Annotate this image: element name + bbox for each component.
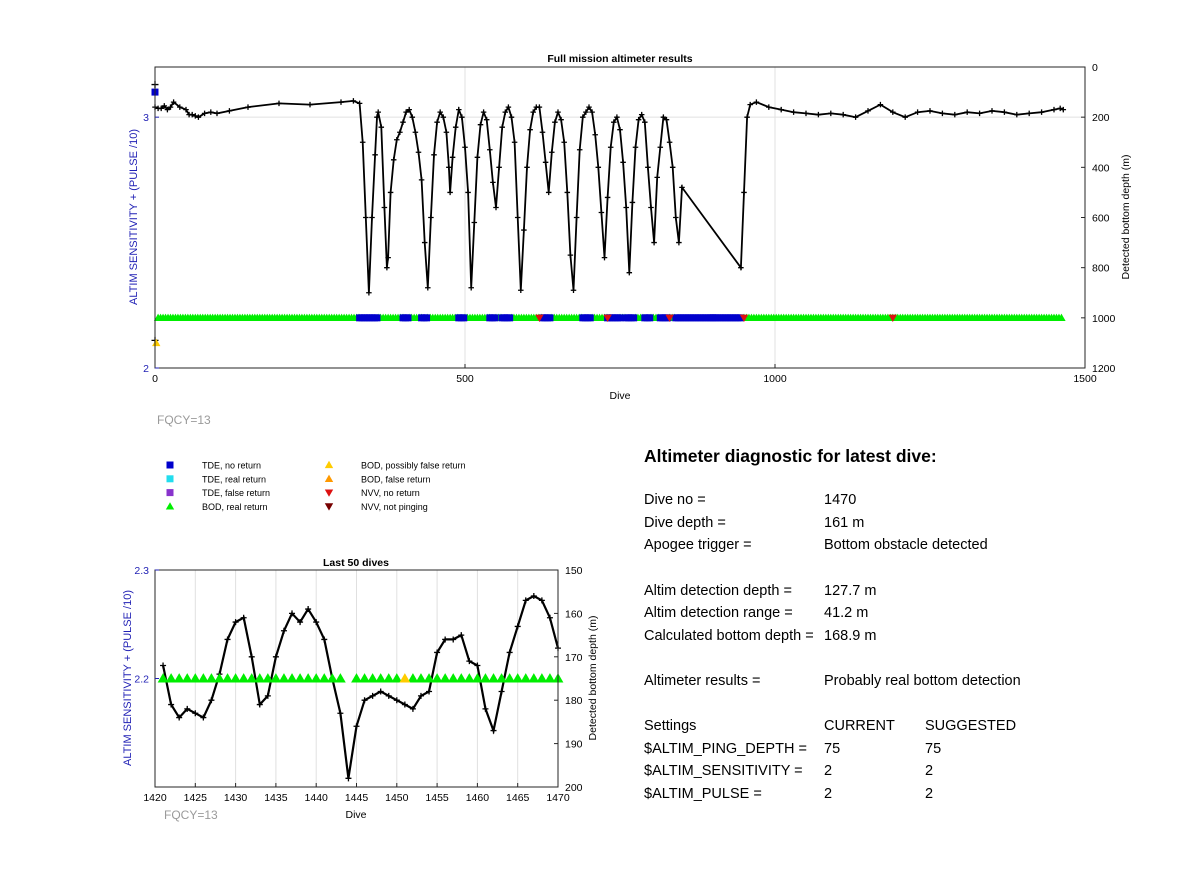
depth-point <box>193 113 199 119</box>
depth-point <box>658 145 664 151</box>
depth-point <box>599 210 605 216</box>
depth-point <box>828 111 834 117</box>
depth-point <box>462 145 468 151</box>
depth-point <box>543 160 549 166</box>
setting-suggested: 2 <box>925 763 934 780</box>
depth-point <box>273 654 279 660</box>
depth-point <box>1051 107 1057 113</box>
top-chart-plot-area <box>152 81 1067 346</box>
depth-point <box>667 140 673 146</box>
bottom-chart-xlabel: Dive <box>345 809 367 821</box>
depth-point <box>633 145 639 151</box>
depth-point <box>642 119 648 125</box>
top-chart-ticks <box>143 62 1115 385</box>
setting-row <box>644 783 1164 806</box>
depth-point <box>565 190 571 196</box>
det-depth-label: Altim detection depth = <box>644 582 792 599</box>
depth-point <box>515 623 521 629</box>
depth-point <box>561 140 567 146</box>
altim-marker <box>491 314 498 321</box>
altim-marker <box>460 314 467 321</box>
depth-point <box>977 111 983 117</box>
depth-point <box>499 689 505 695</box>
depth-point <box>354 723 360 729</box>
y-right-tick-label: 400 <box>1092 162 1110 175</box>
depth-point <box>744 114 750 120</box>
y-right-tick-label: 800 <box>1092 262 1110 275</box>
depth-point <box>1061 107 1067 113</box>
depth-point <box>915 109 921 115</box>
depth-point <box>391 157 397 163</box>
depth-point <box>459 114 465 120</box>
depth-point <box>568 252 574 258</box>
altim-marker <box>546 314 553 321</box>
legend-label: NVV, no return <box>361 488 420 499</box>
depth-point <box>515 215 521 221</box>
legend-marker <box>167 489 174 496</box>
depth-point <box>388 190 394 196</box>
depth-point <box>431 152 437 158</box>
det-range-label: Altim detection range = <box>644 605 793 622</box>
altim-marker <box>646 314 653 321</box>
depth-point <box>416 150 422 156</box>
y-left-tick-label: 2.2 <box>134 673 149 686</box>
depth-point <box>450 155 456 161</box>
depth-point <box>369 215 375 221</box>
depth-point <box>754 99 760 105</box>
depth-point <box>673 215 679 221</box>
x-tick-label: 1000 <box>763 373 787 385</box>
depth-point <box>410 114 416 120</box>
bottom-chart-title: Last 50 dives <box>323 557 389 569</box>
det-range-value: 41.2 m <box>824 605 869 622</box>
depth-point <box>491 728 497 734</box>
depth-point <box>766 104 772 110</box>
y-right-tick-label: 600 <box>1092 212 1110 225</box>
depth-point <box>478 122 484 128</box>
x-tick-label: 1435 <box>264 792 288 804</box>
top-chart-title: Full mission altimeter results <box>547 53 693 65</box>
depth-point <box>620 160 626 166</box>
depth-point <box>651 240 657 246</box>
x-tick-label: 1440 <box>304 792 328 804</box>
depth-point <box>249 654 255 660</box>
depth-point <box>741 190 747 196</box>
depth-point <box>496 165 502 171</box>
depth-point <box>499 124 505 130</box>
depth-point <box>375 109 381 115</box>
results-label: Altimeter results = <box>644 673 761 690</box>
depth-point <box>555 109 561 115</box>
suggested-header: SUGGESTED <box>925 718 1017 735</box>
dive-depth-value: 161 m <box>824 514 865 531</box>
depth-point <box>540 129 546 135</box>
depth-point <box>363 215 369 221</box>
depth-point <box>1026 111 1032 117</box>
legend-label: TDE, no return <box>202 460 262 471</box>
depth-point <box>549 150 555 156</box>
depth-point <box>509 114 515 120</box>
bottom-chart-ticks <box>134 565 582 804</box>
setting-row <box>644 760 1164 783</box>
depth-point <box>778 107 784 113</box>
depth-point <box>546 190 552 196</box>
depth-point <box>537 104 543 110</box>
dive-depth-row <box>644 512 1164 535</box>
depth-point <box>902 114 908 120</box>
x-tick-label: 1425 <box>183 792 207 804</box>
legend-label: BOD, real return <box>202 501 268 512</box>
legend-marker <box>325 503 333 510</box>
depth-point <box>351 98 357 104</box>
depth-point <box>434 119 440 125</box>
depth-point <box>574 215 580 221</box>
depth-point <box>422 240 428 246</box>
depth-point <box>214 111 220 117</box>
y-left-tick-label: 2.3 <box>134 565 149 577</box>
depth-point <box>816 112 822 118</box>
depth-point <box>484 117 490 123</box>
setting-row <box>644 738 1164 761</box>
depth-point <box>605 195 611 201</box>
det-depth-row <box>644 579 1164 602</box>
diagnostic-title: Altimeter diagnostic for latest dive: <box>644 446 937 466</box>
altim-marker <box>404 314 411 321</box>
x-tick-label: 500 <box>456 373 474 385</box>
bottom-chart <box>122 557 599 822</box>
current-header: CURRENT <box>824 718 895 735</box>
legend-marker <box>166 502 174 509</box>
depth-point <box>571 287 577 293</box>
x-tick-label: 1420 <box>143 792 167 804</box>
legend-marker <box>325 475 333 482</box>
depth-point <box>397 129 403 135</box>
altim-marker <box>335 673 346 682</box>
y-right-tick-label: 180 <box>565 695 583 708</box>
apogee-row <box>644 534 1164 557</box>
depth-point <box>345 775 351 781</box>
x-tick-label: 1500 <box>1073 373 1097 385</box>
depth-point <box>394 137 400 143</box>
depth-point <box>160 662 166 668</box>
legend-label: NVV, not pinging <box>361 501 428 512</box>
x-tick-label: 1455 <box>425 792 449 804</box>
dive-no-value: 1470 <box>824 492 857 509</box>
bottom-chart-footnote: FQCY=13 <box>164 808 218 822</box>
y-right-tick-label: 0 <box>1092 62 1098 74</box>
depth-point <box>1014 112 1020 118</box>
legend-marker <box>167 462 174 469</box>
y-right-tick-label: 200 <box>1092 112 1110 125</box>
y-right-tick-label: 170 <box>565 651 583 664</box>
depth-point <box>964 109 970 115</box>
depth-point <box>428 215 434 221</box>
setting-suggested: 75 <box>925 740 942 757</box>
depth-point <box>384 265 390 271</box>
top-chart-axes-box <box>155 67 1085 368</box>
x-tick-label: 1450 <box>385 792 409 804</box>
x-tick-label: 1460 <box>465 792 490 804</box>
calc-depth-label: Calculated bottom depth = <box>644 627 814 644</box>
y-left-tick-label: 2 <box>143 363 149 375</box>
depth-point <box>1002 109 1008 115</box>
x-tick-label: 1445 <box>344 792 369 804</box>
depth-point <box>507 649 513 655</box>
top-chart-xlabel: Dive <box>609 390 631 402</box>
depth-point <box>338 99 344 105</box>
depth-point <box>465 190 471 196</box>
depth-point <box>447 190 453 196</box>
bottom-chart-plot-area <box>158 593 564 781</box>
depth-point <box>482 706 488 712</box>
depth-point <box>382 205 388 211</box>
depth-point <box>840 112 846 118</box>
depth-point <box>444 129 450 135</box>
x-tick-label: 1470 <box>546 792 570 804</box>
results-row <box>644 670 1164 693</box>
depth-point <box>552 119 558 125</box>
depth-point <box>276 101 282 107</box>
x-tick-label: 0 <box>152 373 158 385</box>
depth-point <box>189 112 195 118</box>
altim-marker <box>630 314 637 321</box>
depth-point <box>419 177 425 183</box>
depth-point <box>521 227 527 233</box>
calc-depth-row <box>644 625 1164 648</box>
depth-point <box>245 104 251 110</box>
y-right-tick-label: 160 <box>565 608 583 621</box>
y-right-tick-label: 1000 <box>1092 312 1116 325</box>
depth-point <box>400 119 406 125</box>
depth-point <box>627 270 633 276</box>
depth-point <box>337 710 343 716</box>
depth-point <box>472 220 478 226</box>
depth-point <box>425 285 431 291</box>
depth-point <box>468 285 474 291</box>
setting-current: 2 <box>824 786 833 803</box>
top-chart <box>128 53 1132 427</box>
depth-point <box>952 112 958 118</box>
depth-point <box>670 165 676 171</box>
depth-point <box>596 165 602 171</box>
depth-point <box>1039 109 1045 115</box>
top-chart-ylabel-right: Detected bottom depth (m) <box>1120 154 1132 280</box>
depth-point <box>446 165 452 171</box>
depth-point <box>487 147 493 153</box>
apogee-value: Bottom obstacle detected <box>824 537 988 554</box>
top-chart-grid <box>155 67 1085 368</box>
depth-point <box>577 147 583 153</box>
altim-marker <box>587 314 594 321</box>
setting-name: $ALTIM_SENSITIVITY = <box>644 763 803 780</box>
depth-point <box>490 180 496 186</box>
depth-point <box>456 107 462 113</box>
depth-point <box>481 109 487 115</box>
legend-marker <box>167 475 174 482</box>
depth-point <box>512 140 517 146</box>
depth-point <box>360 140 366 146</box>
depth-point <box>645 165 651 171</box>
x-tick-label: 1430 <box>223 792 248 804</box>
legend-label: TDE, real return <box>202 474 267 485</box>
calc-depth-value: 168.9 m <box>824 627 877 644</box>
depth-point <box>654 175 660 181</box>
setting-name: $ALTIM_PING_DEPTH = <box>644 740 807 757</box>
depth-point <box>602 255 608 261</box>
settings-label: Settings <box>644 718 697 735</box>
bottom-chart-ylabel-right: Detected bottom depth (m) <box>587 615 599 741</box>
results-value: Probably real bottom detection <box>824 673 1021 690</box>
depth-point <box>630 200 636 206</box>
y-right-tick-label: 190 <box>565 738 583 751</box>
depth-point <box>803 111 809 117</box>
y-right-tick-label: 150 <box>565 565 583 577</box>
depth-point <box>1057 106 1063 112</box>
depth-point <box>227 108 233 114</box>
dive-no-row <box>644 489 1164 512</box>
setting-current: 2 <box>824 763 833 780</box>
dive-depth-label: Dive depth = <box>644 514 726 531</box>
top-chart-footnote: FQCY=13 <box>157 413 211 427</box>
depth-point <box>592 132 598 138</box>
bottom-chart-ylabel-left: ALTIM SENSITIVITY + (PULSE /10) <box>122 590 134 766</box>
depth-point <box>608 145 614 151</box>
depth-point <box>524 165 530 171</box>
depth-point <box>648 205 654 211</box>
depth-point <box>379 124 385 130</box>
depth-point <box>372 152 378 158</box>
dive-no-label: Dive no = <box>644 492 706 509</box>
legend-label: BOD, false return <box>361 474 431 485</box>
legend-label: BOD, possibly false return <box>361 460 466 471</box>
altim-marker <box>373 314 380 321</box>
depth-point <box>527 127 533 132</box>
setting-name: $ALTIM_PULSE = <box>644 786 762 803</box>
y-right-tick-label: 1200 <box>1092 363 1116 375</box>
depth-point <box>413 129 419 135</box>
legend-label: TDE, false return <box>202 488 271 499</box>
depth-point <box>366 290 372 296</box>
altim-marker <box>617 314 624 321</box>
setting-suggested: 2 <box>925 786 934 803</box>
legend <box>166 461 466 512</box>
legend-marker <box>325 489 333 496</box>
depth-point <box>623 205 629 211</box>
y-right-tick-label: 200 <box>565 782 583 794</box>
diagnostic-panel <box>644 446 1164 805</box>
x-tick-label: 1465 <box>506 792 530 804</box>
settings-header-row <box>644 715 1164 738</box>
depth-point <box>518 287 524 293</box>
altim-marker <box>399 673 410 682</box>
det-range-row <box>644 602 1164 625</box>
legend-marker <box>325 461 333 468</box>
depth-point <box>747 102 753 108</box>
y-left-tick-label: 3 <box>143 112 149 125</box>
depth-point <box>453 124 459 130</box>
depth-point <box>617 127 623 132</box>
depth-point <box>940 111 946 117</box>
depth-point <box>927 108 933 114</box>
det-depth-value: 127.7 m <box>824 582 877 599</box>
depth-point <box>475 155 481 161</box>
setting-current: 75 <box>824 740 841 757</box>
depth-point <box>989 108 995 114</box>
depth-point <box>558 117 564 123</box>
altim-marker <box>506 314 513 321</box>
depth-line <box>163 596 558 778</box>
top-chart-ylabel-left: ALTIM SENSITIVITY + (PULSE /10) <box>128 129 140 305</box>
depth-point <box>493 205 499 211</box>
depth-point <box>307 102 313 108</box>
depth-point <box>676 240 682 246</box>
altim-marker <box>423 314 430 321</box>
apogee-label: Apogee trigger = <box>644 537 752 554</box>
depth-point <box>357 101 363 107</box>
depth-point <box>208 109 214 115</box>
depth-point <box>791 109 797 115</box>
